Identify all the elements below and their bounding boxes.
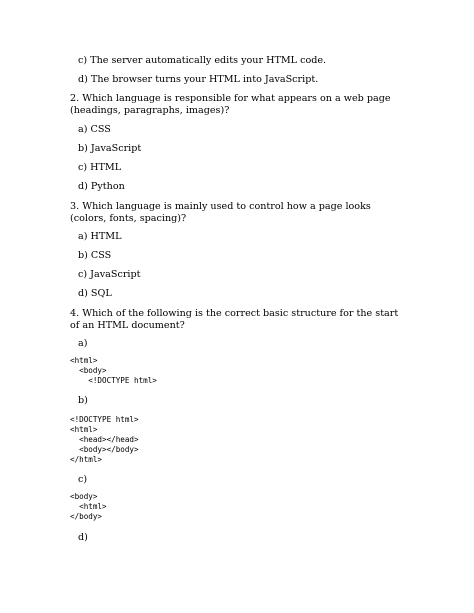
q2-option-d: d) Python	[78, 181, 125, 192]
q2-option-b: b) JavaScript	[78, 143, 142, 154]
q4-option-a-code: <html> <body> <!DOCTYPE html>	[70, 356, 157, 385]
q3-option-a: a) HTML	[78, 231, 122, 242]
q4-option-a-label: a)	[78, 338, 88, 349]
q3-option-c: c) JavaScript	[78, 269, 141, 280]
question-2-text: 2. Which language is responsible for what appears on a web page (headings, paragraphs, images)?	[70, 93, 391, 116]
q1-option-c: c) The server automatically edits your HTML code.	[78, 55, 327, 66]
q1-option-d: d) The browser turns your HTML into JavaScript.	[78, 74, 319, 85]
q4-option-d-label: d)	[78, 532, 88, 543]
q4-option-b-label: b)	[78, 395, 88, 406]
q4-option-b-code: <!DOCTYPE html> <html> <head></head> <body></body> </html>	[70, 415, 139, 464]
q3-option-d: d) SQL	[78, 288, 112, 299]
q3-option-b: b) CSS	[78, 250, 112, 261]
q2-option-a: a) CSS	[78, 124, 111, 135]
question-4-text: 4. Which of the following is the correct basic structure for the start of an HTML document?	[70, 308, 399, 331]
q4-option-c-code: <body> <html> </body>	[70, 492, 107, 521]
q4-option-c-label: c)	[78, 474, 88, 485]
question-3-text: 3. Which language is mainly used to control how a page looks (colors, fonts, spacing)?	[70, 201, 371, 224]
q2-option-c: c) HTML	[78, 162, 122, 173]
